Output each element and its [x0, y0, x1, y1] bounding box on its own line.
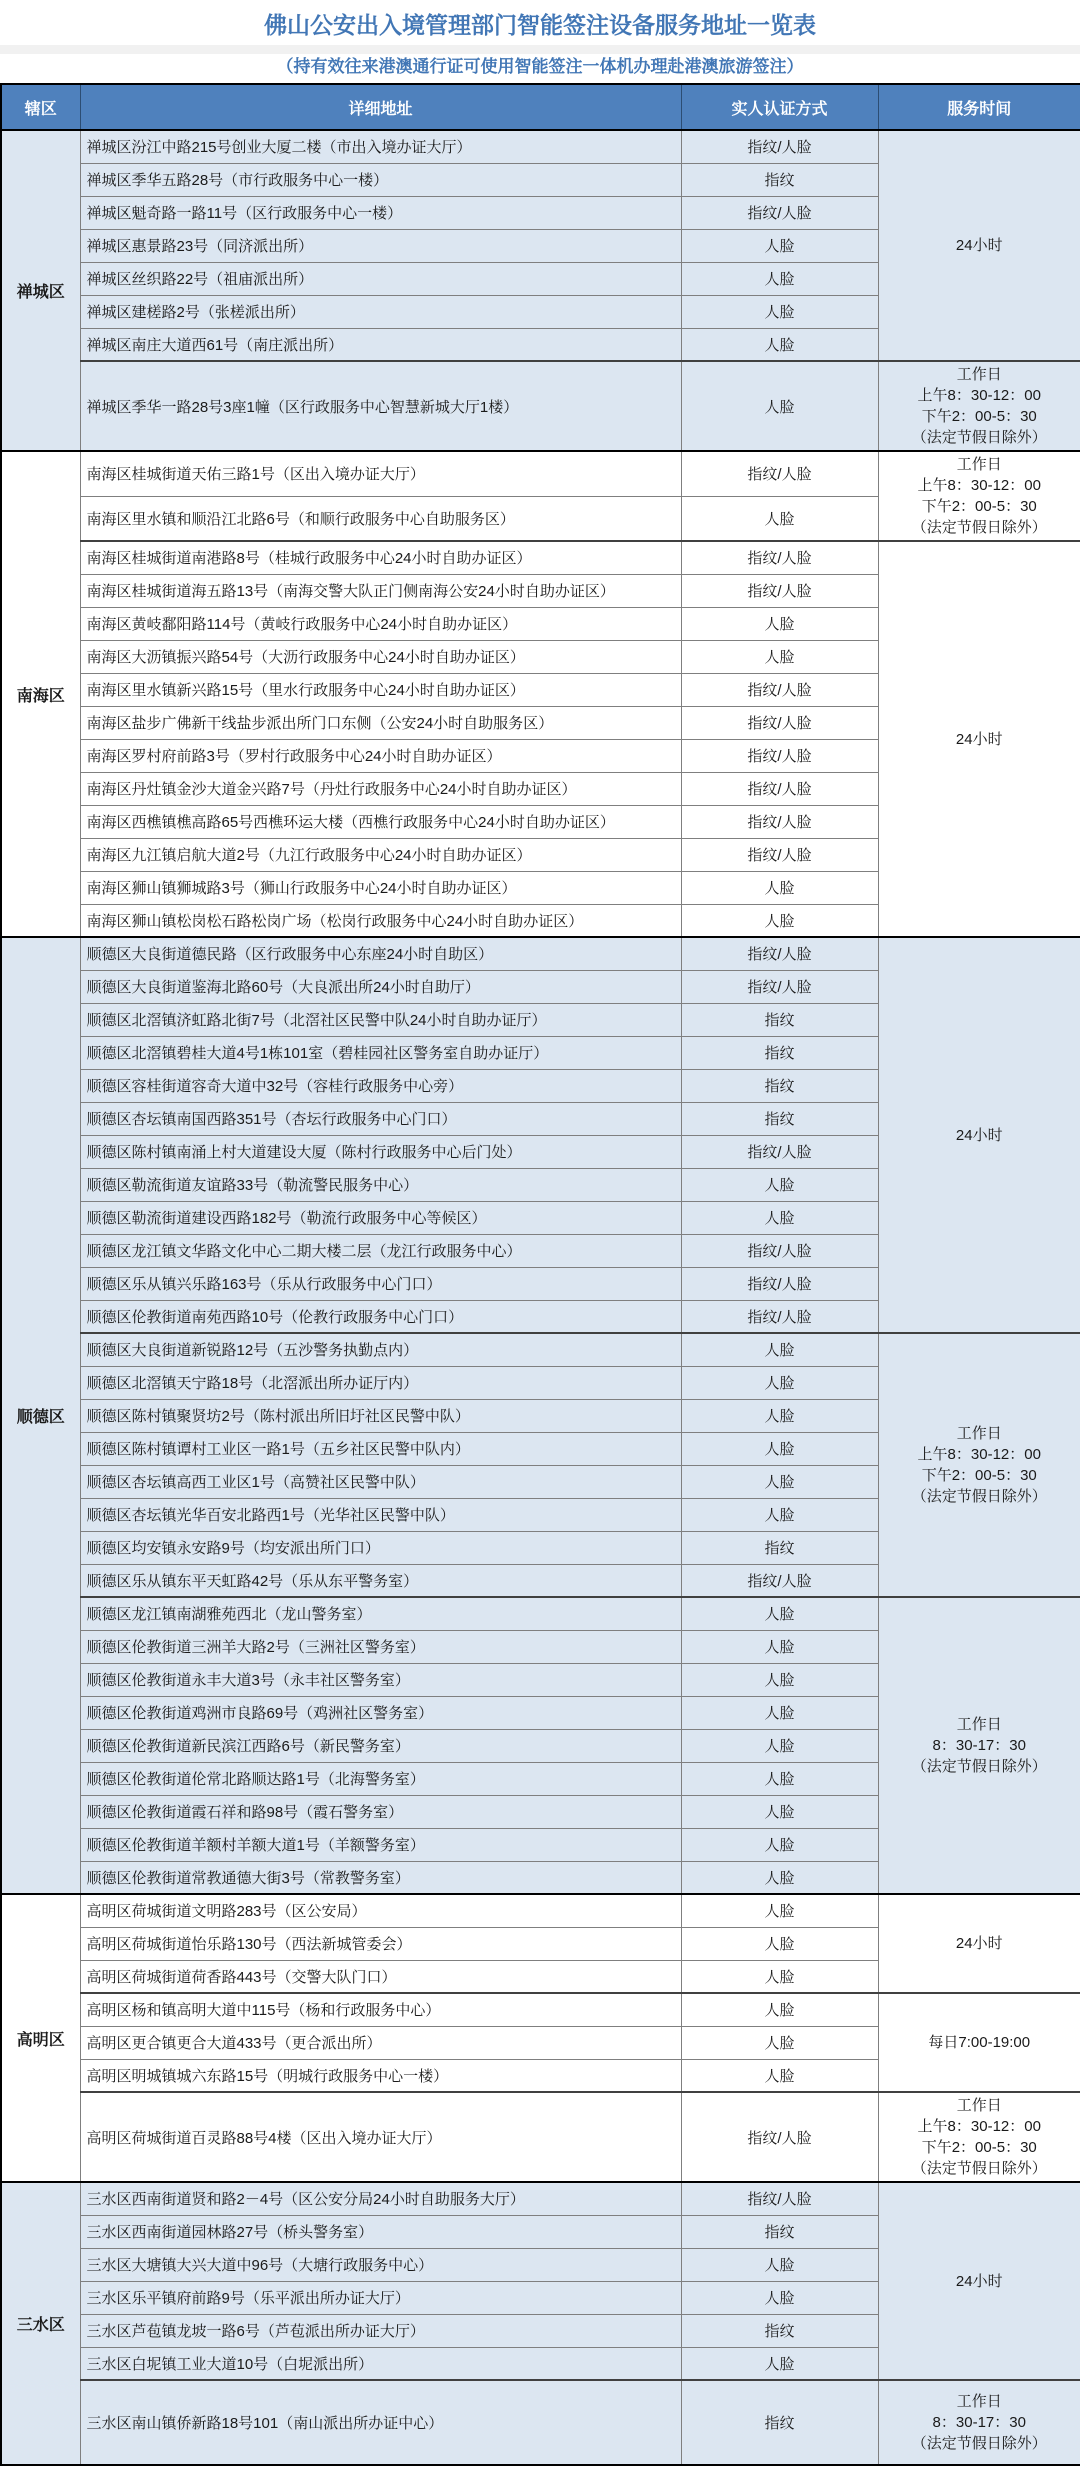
auth-method-cell: 指纹: [681, 1036, 878, 1069]
address-cell: 顺德区伦教街道伦常北路顺达路1号（北海警务室）: [80, 1762, 681, 1795]
address-cell: 南海区大沥镇振兴路54号（大沥行政服务中心24小时自助办证区）: [80, 640, 681, 673]
auth-method-cell: 人脸: [681, 904, 878, 937]
auth-method-cell: 指纹/人脸: [681, 196, 878, 229]
address-cell: 高明区杨和镇高明大道中115号（杨和行政服务中心）: [80, 1993, 681, 2026]
address-cell: 顺德区勒流街道友谊路33号（勒流警民服务中心）: [80, 1168, 681, 1201]
table-header-row: [1, 84, 1080, 130]
auth-method-cell: 人脸: [681, 1201, 878, 1234]
auth-method-cell: 指纹/人脸: [681, 706, 878, 739]
auth-method-cell: 指纹: [681, 163, 878, 196]
auth-method-cell: 指纹/人脸: [681, 451, 878, 496]
service-time-line: 8：30-17：30: [932, 1737, 1026, 1754]
service-time-line: 下午2：00-5：30: [921, 408, 1037, 425]
address-cell: 南海区狮山镇松岗松石路松岗广场（松岗行政服务中心24小时自助办证区）: [80, 904, 681, 937]
address-cell: 禅城区南庄大道西61号（南庄派出所）: [80, 328, 681, 361]
service-time-line: 上午8：30-12：00: [917, 2118, 1041, 2135]
auth-method-cell: 人脸: [681, 1960, 878, 1993]
page-subtitle: （持有效往来港澳通行证可使用智能签注一体机办理赴港澳旅游签注）: [276, 57, 804, 76]
auth-method-cell: 指纹: [681, 2215, 878, 2248]
service-time-line: （法定节假日除外）: [911, 519, 1047, 536]
address-cell: 禅城区季华一路28号3座1幢（区行政服务中心智慧新城大厅1楼）: [80, 361, 681, 451]
auth-method-cell: 人脸: [681, 2248, 878, 2281]
table-row: [1, 2092, 1080, 2182]
table-row: [1, 1333, 1080, 1366]
service-time-cell: [878, 1993, 1080, 2092]
table-row: [1, 130, 1080, 163]
service-time-cell: [878, 1597, 1080, 1894]
address-cell: 高明区荷城街道文明路283号（区公安局）: [80, 1894, 681, 1927]
auth-method-cell: 人脸: [681, 1333, 878, 1366]
address-cell: 顺德区乐从镇兴乐路163号（乐从行政服务中心门口）: [80, 1267, 681, 1300]
table-row: [1, 541, 1080, 574]
auth-method-cell: 指纹/人脸: [681, 673, 878, 706]
service-time-cell: [878, 541, 1080, 937]
auth-method-cell: 指纹/人脸: [681, 1564, 878, 1597]
address-cell: 三水区大塘镇大兴大道中96号（大塘行政服务中心）: [80, 2248, 681, 2281]
service-time-line: 24小时: [955, 1126, 1003, 1144]
service-time-line: （法定节假日除外）: [911, 1758, 1047, 1775]
auth-method-cell: 人脸: [681, 1168, 878, 1201]
address-cell: 顺德区均安镇永安路9号（均安派出所门口）: [80, 1531, 681, 1564]
auth-method-cell: 人脸: [681, 1630, 878, 1663]
service-time-line: 工作日: [956, 2097, 1002, 2114]
table-row: [1, 2380, 1080, 2465]
auth-method-cell: 人脸: [681, 262, 878, 295]
column-header-auth-method: 实人认证方式: [681, 84, 878, 130]
column-header-address: 详细地址: [80, 84, 681, 130]
auth-method-cell: 人脸: [681, 496, 878, 541]
service-time-line: 24小时: [955, 2272, 1003, 2290]
address-cell: 禅城区季华五路28号（市行政服务中心一楼）: [80, 163, 681, 196]
address-cell: 顺德区勒流街道建设西路182号（勒流行政服务中心等候区）: [80, 1201, 681, 1234]
auth-method-cell: 人脸: [681, 2281, 878, 2314]
table-row: [1, 1894, 1080, 1927]
address-cell: 顺德区大良街道新锐路12号（五沙警务执勤点内）: [80, 1333, 681, 1366]
auth-method-cell: 指纹: [681, 1003, 878, 1036]
auth-method-cell: 人脸: [681, 229, 878, 262]
auth-method-cell: 人脸: [681, 295, 878, 328]
auth-method-cell: 指纹/人脸: [681, 772, 878, 805]
address-cell: 禅城区丝织路22号（祖庙派出所）: [80, 262, 681, 295]
auth-method-cell: 人脸: [681, 2059, 878, 2092]
auth-method-cell: 指纹/人脸: [681, 1234, 878, 1267]
address-cell: 三水区芦苞镇龙坡一路6号（芦苞派出所办证大厅）: [80, 2314, 681, 2347]
auth-method-cell: 指纹/人脸: [681, 1300, 878, 1333]
service-time-cell: [878, 130, 1080, 361]
address-cell: 顺德区伦教街道南苑西路10号（伦教行政服务中心门口）: [80, 1300, 681, 1333]
address-cell: 顺德区龙江镇文华路文化中心二期大楼二层（龙江行政服务中心）: [80, 1234, 681, 1267]
service-time-line: （法定节假日除外）: [911, 2435, 1047, 2452]
address-cell: 高明区荷城街道荷香路443号（交警大队门口）: [80, 1960, 681, 1993]
service-time-line: 24小时: [955, 237, 1003, 254]
service-time-line: 上午8：30-12：00: [917, 387, 1041, 404]
address-cell: 顺德区大良街道德民路（区行政服务中心东座24小时自助区）: [80, 937, 681, 970]
service-time-line: （法定节假日除外）: [911, 429, 1047, 446]
auth-method-cell: 指纹/人脸: [681, 2182, 878, 2215]
auth-method-cell: 指纹: [681, 1102, 878, 1135]
address-cell: 三水区西南街道园林路27号（桥头警务室）: [80, 2215, 681, 2248]
table-row: [1, 937, 1080, 970]
auth-method-cell: 人脸: [681, 1399, 878, 1432]
service-time-line: （法定节假日除外）: [911, 1488, 1047, 1505]
auth-method-cell: 指纹: [681, 2380, 878, 2465]
address-cell: 南海区里水镇和顺沿江北路6号（和顺行政服务中心自助服务区）: [80, 496, 681, 541]
auth-method-cell: 人脸: [681, 328, 878, 361]
address-cell: 南海区桂城街道天佑三路1号（区出入境办证大厅）: [80, 451, 681, 496]
auth-method-cell: 指纹/人脸: [681, 739, 878, 772]
address-cell: 南海区盐步广佛新干线盐步派出所门口东侧（公安24小时自助服务区）: [80, 706, 681, 739]
service-time-cell: [878, 937, 1080, 1333]
service-time-line: 工作日: [956, 1425, 1002, 1442]
address-cell: 顺德区陈村镇聚贤坊2号（陈村派出所旧圩社区民警中队）: [80, 1399, 681, 1432]
auth-method-cell: 指纹/人脸: [681, 1135, 878, 1168]
address-cell: 三水区西南街道贤和路2－4号（区公安分局24小时自助服务大厅）: [80, 2182, 681, 2215]
auth-method-cell: 指纹/人脸: [681, 937, 878, 970]
address-cell: 顺德区伦教街道羊额村羊额大道1号（羊额警务室）: [80, 1828, 681, 1861]
address-cell: 南海区西樵镇樵高路65号西樵环运大楼（西樵行政服务中心24小时自助办证区）: [80, 805, 681, 838]
address-cell: 南海区里水镇新兴路15号（里水行政服务中心24小时自助办证区）: [80, 673, 681, 706]
address-cell: 三水区南山镇侨新路18号101（南山派出所办证中心）: [80, 2380, 681, 2465]
district-cell: 三水区: [1, 2182, 80, 2465]
service-time-line: 每日7:00-19:00: [928, 2034, 1031, 2051]
address-cell: 南海区桂城街道南港路8号（桂城行政服务中心24小时自助办证区）: [80, 541, 681, 574]
auth-method-cell: 人脸: [681, 640, 878, 673]
service-time-cell: [878, 361, 1080, 451]
auth-method-cell: 指纹/人脸: [681, 838, 878, 871]
service-time-line: （法定节假日除外）: [911, 2160, 1047, 2177]
service-time-cell: [878, 2092, 1080, 2182]
address-cell: 顺德区容桂街道容奇大道中32号（容桂行政服务中心旁）: [80, 1069, 681, 1102]
table-row: [1, 361, 1080, 451]
service-time-line: 下午2：00-5：30: [921, 2139, 1037, 2156]
service-time-line: 工作日: [956, 366, 1002, 383]
district-cell: 南海区: [1, 451, 80, 937]
auth-method-cell: 人脸: [681, 607, 878, 640]
auth-method-cell: 指纹/人脸: [681, 970, 878, 1003]
table-row: [1, 2182, 1080, 2215]
address-cell: 南海区黄岐鄱阳路114号（黄岐行政服务中心24小时自助办证区）: [80, 607, 681, 640]
address-cell: 南海区狮山镇狮城路3号（狮山行政服务中心24小时自助办证区）: [80, 871, 681, 904]
service-time-cell: [878, 2182, 1080, 2380]
service-time-line: 工作日: [956, 456, 1002, 473]
address-cell: 高明区明城镇城六东路15号（明城行政服务中心一楼）: [80, 2059, 681, 2092]
address-cell: 南海区桂城街道海五路13号（南海交警大队正门侧南海公安24小时自助办证区）: [80, 574, 681, 607]
auth-method-cell: 指纹: [681, 2314, 878, 2347]
district-cell: 禅城区: [1, 130, 80, 451]
address-cell: 顺德区伦教街道鸡洲市良路69号（鸡洲社区警务室）: [80, 1696, 681, 1729]
auth-method-cell: 人脸: [681, 2347, 878, 2380]
address-cell: 顺德区乐从镇东平天虹路42号（乐从东平警务室）: [80, 1564, 681, 1597]
auth-method-cell: 人脸: [681, 1432, 878, 1465]
service-time-line: 工作日: [956, 1716, 1002, 1733]
auth-method-cell: 人脸: [681, 1927, 878, 1960]
auth-method-cell: 人脸: [681, 1663, 878, 1696]
auth-method-cell: 指纹: [681, 1069, 878, 1102]
address-cell: 顺德区北滘镇碧桂大道4号1栋101室（碧桂园社区警务室自助办证厅）: [80, 1036, 681, 1069]
table-row: [1, 1993, 1080, 2026]
auth-method-cell: 指纹/人脸: [681, 805, 878, 838]
service-address-table: [0, 83, 1080, 2466]
service-time-line: 上午8：30-12：00: [917, 477, 1041, 494]
address-cell: 顺德区伦教街道常教通德大街3号（常教警务室）: [80, 1861, 681, 1894]
table-row: [1, 1597, 1080, 1630]
column-header-service-time: 服务时间: [878, 84, 1080, 130]
address-cell: 顺德区杏坛镇光华百安北路西1号（光华社区民警中队）: [80, 1498, 681, 1531]
page-title: 佛山公安出入境管理部门智能签注设备服务地址一览表: [264, 12, 816, 38]
auth-method-cell: 人脸: [681, 1795, 878, 1828]
title-divider: [0, 45, 1080, 54]
auth-method-cell: 人脸: [681, 2026, 878, 2059]
auth-method-cell: 指纹: [681, 1531, 878, 1564]
auth-method-cell: 人脸: [681, 1597, 878, 1630]
address-cell: 高明区荷城街道百灵路88号4楼（区出入境办证大厅）: [80, 2092, 681, 2182]
address-cell: 顺德区陈村镇南涌上村大道建设大厦（陈村行政服务中心后门处）: [80, 1135, 681, 1168]
service-time-line: 上午8：30-12：00: [917, 1446, 1041, 1463]
service-time-cell: [878, 451, 1080, 541]
address-cell: 顺德区伦教街道三洲羊大路2号（三洲社区警务室）: [80, 1630, 681, 1663]
service-time-line: 24小时: [955, 1935, 1003, 1952]
auth-method-cell: 人脸: [681, 1894, 878, 1927]
title-block: [0, 0, 1080, 83]
auth-method-cell: 指纹/人脸: [681, 130, 878, 163]
auth-method-cell: 人脸: [681, 1762, 878, 1795]
address-cell: 顺德区北滘镇济虹路北街7号（北滘社区民警中队24小时自助办证厅）: [80, 1003, 681, 1036]
address-cell: 顺德区陈村镇谭村工业区一路1号（五乡社区民警中队内）: [80, 1432, 681, 1465]
address-cell: 顺德区杏坛镇高西工业区1号（高赞社区民警中队）: [80, 1465, 681, 1498]
address-cell: 南海区丹灶镇金沙大道金兴路7号（丹灶行政服务中心24小时自助办证区）: [80, 772, 681, 805]
address-cell: 禅城区汾江中路215号创业大厦二楼（市出入境办证大厅）: [80, 130, 681, 163]
service-time-line: 工作日: [956, 2393, 1002, 2410]
auth-method-cell: 人脸: [681, 1498, 878, 1531]
address-cell: 南海区罗村府前路3号（罗村行政服务中心24小时自助办证区）: [80, 739, 681, 772]
address-cell: 顺德区伦教街道新民滨江西路6号（新民警务室）: [80, 1729, 681, 1762]
service-time-cell: [878, 2380, 1080, 2465]
auth-method-cell: 人脸: [681, 1366, 878, 1399]
auth-method-cell: 指纹/人脸: [681, 541, 878, 574]
address-cell: 禅城区惠景路23号（同济派出所）: [80, 229, 681, 262]
service-time-line: 下午2：00-5：30: [921, 1467, 1037, 1484]
address-cell: 顺德区伦教街道永丰大道3号（永丰社区警务室）: [80, 1663, 681, 1696]
auth-method-cell: 人脸: [681, 1828, 878, 1861]
auth-method-cell: 人脸: [681, 1729, 878, 1762]
address-cell: 三水区白坭镇工业大道10号（白坭派出所）: [80, 2347, 681, 2380]
address-cell: 高明区荷城街道怡乐路130号（西法新城管委会）: [80, 1927, 681, 1960]
service-time-line: 下午2：00-5：30: [921, 498, 1037, 515]
district-cell: 高明区: [1, 1894, 80, 2182]
auth-method-cell: 指纹/人脸: [681, 1267, 878, 1300]
address-cell: 顺德区伦教街道霞石祥和路98号（霞石警务室）: [80, 1795, 681, 1828]
address-cell: 顺德区杏坛镇南国西路351号（杏坛行政服务中心门口）: [80, 1102, 681, 1135]
table-row: [1, 451, 1080, 496]
service-time-line: 24小时: [955, 730, 1003, 748]
service-time-cell: [878, 1894, 1080, 1993]
address-cell: 高明区更合镇更合大道433号（更合派出所）: [80, 2026, 681, 2059]
address-cell: 南海区九江镇启航大道2号（九江行政服务中心24小时自助办证区）: [80, 838, 681, 871]
auth-method-cell: 人脸: [681, 871, 878, 904]
district-cell: 顺德区: [1, 937, 80, 1894]
address-cell: 禅城区魁奇路一路11号（区行政服务中心一楼）: [80, 196, 681, 229]
auth-method-cell: 指纹/人脸: [681, 574, 878, 607]
address-cell: 顺德区大良街道鉴海北路60号（大良派出所24小时自助厅）: [80, 970, 681, 1003]
auth-method-cell: 人脸: [681, 1465, 878, 1498]
service-time-line: 8：30-17：30: [932, 2414, 1026, 2431]
address-cell: 顺德区北滘镇天宁路18号（北滘派出所办证厅内）: [80, 1366, 681, 1399]
auth-method-cell: 指纹/人脸: [681, 2092, 878, 2182]
column-header-district: 辖区: [1, 84, 80, 130]
auth-method-cell: 人脸: [681, 1993, 878, 2026]
address-cell: 顺德区龙江镇南湖雅苑西北（龙山警务室）: [80, 1597, 681, 1630]
auth-method-cell: 人脸: [681, 361, 878, 451]
address-cell: 禅城区建槎路2号（张槎派出所）: [80, 295, 681, 328]
auth-method-cell: 人脸: [681, 1861, 878, 1894]
service-time-cell: [878, 1333, 1080, 1597]
auth-method-cell: 人脸: [681, 1696, 878, 1729]
address-cell: 三水区乐平镇府前路9号（乐平派出所办证大厅）: [80, 2281, 681, 2314]
